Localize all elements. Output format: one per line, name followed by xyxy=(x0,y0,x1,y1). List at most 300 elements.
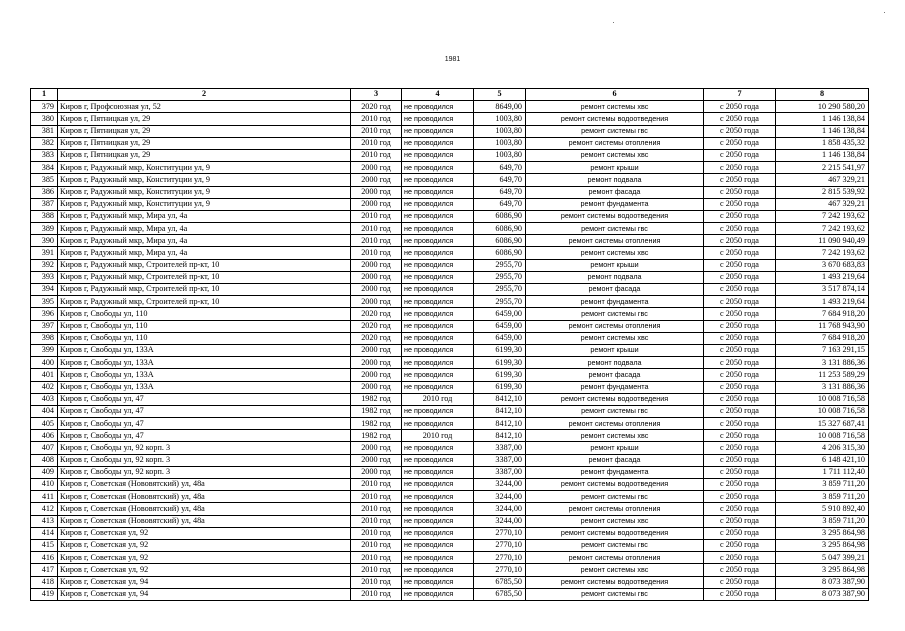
commission-year-cell: 2010 год xyxy=(351,576,402,588)
planned-period-cell: с 2050 года xyxy=(704,308,776,320)
last-repair-cell: не проводился xyxy=(402,515,474,527)
area-cell: 6459,00 xyxy=(474,320,526,332)
last-repair-cell: не проводился xyxy=(402,259,474,271)
commission-year-cell: 2020 год xyxy=(351,320,402,332)
work-type-cell: ремонт системы хвс xyxy=(526,515,704,527)
planned-period-cell: с 2050 года xyxy=(704,223,776,235)
last-repair-cell: не проводился xyxy=(402,564,474,576)
address-cell: Киров г, Радужный мкр, Конституции ул, 9 xyxy=(58,162,351,174)
table-row xyxy=(31,210,869,222)
cost-cell: 3 295 864,98 xyxy=(776,527,869,539)
commission-year-cell: 2000 год xyxy=(351,442,402,454)
table-row xyxy=(31,125,869,137)
cost-cell: 5 910 892,40 xyxy=(776,503,869,515)
area-cell: 6199,30 xyxy=(474,357,526,369)
address-cell: Киров г, Радужный мкр, Мира ул, 4а xyxy=(58,247,351,259)
cost-cell: 3 131 886,36 xyxy=(776,381,869,393)
last-repair-cell: не проводился xyxy=(402,442,474,454)
planned-period-cell: с 2050 года xyxy=(704,125,776,137)
commission-year-cell: 2000 год xyxy=(351,381,402,393)
table-row xyxy=(31,174,869,186)
row-number: 379 xyxy=(31,101,58,113)
planned-period-cell: с 2050 года xyxy=(704,174,776,186)
planned-period-cell: с 2050 года xyxy=(704,186,776,198)
cost-cell: 1 711 112,40 xyxy=(776,466,869,478)
commission-year-cell: 2000 год xyxy=(351,454,402,466)
last-repair-cell: не проводился xyxy=(402,271,474,283)
area-cell: 649,70 xyxy=(474,186,526,198)
work-type-cell: ремонт фундамента xyxy=(526,198,704,210)
commission-year-cell: 2000 год xyxy=(351,357,402,369)
column-header: 2 xyxy=(58,89,351,101)
commission-year-cell: 2020 год xyxy=(351,308,402,320)
commission-year-cell: 2010 год xyxy=(351,235,402,247)
table-row xyxy=(31,430,869,442)
address-cell: Киров г, Советская (Нововятский) ул, 48а xyxy=(58,515,351,527)
commission-year-cell: 1982 год xyxy=(351,393,402,405)
cost-cell: 2 815 539,92 xyxy=(776,186,869,198)
repair-schedule-table xyxy=(30,88,869,601)
commission-year-cell: 2020 год xyxy=(351,101,402,113)
planned-period-cell: с 2050 года xyxy=(704,344,776,356)
row-number: 385 xyxy=(31,174,58,186)
planned-period-cell: с 2050 года xyxy=(704,101,776,113)
area-cell: 3244,00 xyxy=(474,503,526,515)
cost-cell: 7 163 291,15 xyxy=(776,344,869,356)
address-cell: Киров г, Свободы ул, 110 xyxy=(58,332,351,344)
work-type-cell: ремонт системы гвс xyxy=(526,539,704,551)
table-body xyxy=(31,101,869,601)
cost-cell: 2 215 541,97 xyxy=(776,162,869,174)
last-repair-cell: не проводился xyxy=(402,174,474,186)
row-number: 400 xyxy=(31,357,58,369)
area-cell: 6086,90 xyxy=(474,235,526,247)
planned-period-cell: с 2050 года xyxy=(704,552,776,564)
row-number: 391 xyxy=(31,247,58,259)
address-cell: Киров г, Радужный мкр, Строителей пр-кт, 10 xyxy=(58,271,351,283)
address-cell: Киров г, Пятницкая ул, 29 xyxy=(58,149,351,161)
row-number: 386 xyxy=(31,186,58,198)
planned-period-cell: с 2050 года xyxy=(704,198,776,210)
last-repair-cell: не проводился xyxy=(402,576,474,588)
row-number: 405 xyxy=(31,418,58,430)
commission-year-cell: 1982 год xyxy=(351,418,402,430)
address-cell: Киров г, Профсоюзная ул, 52 xyxy=(58,101,351,113)
cost-cell: 10 008 716,58 xyxy=(776,393,869,405)
work-type-cell: ремонт системы отопления xyxy=(526,552,704,564)
last-repair-cell: не проводился xyxy=(402,454,474,466)
cost-cell: 1 493 219,64 xyxy=(776,296,869,308)
commission-year-cell: 1982 год xyxy=(351,430,402,442)
planned-period-cell: с 2050 года xyxy=(704,430,776,442)
commission-year-cell: 2010 год xyxy=(351,552,402,564)
address-cell: Киров г, Радужный мкр, Мира ул, 4а xyxy=(58,235,351,247)
row-number: 418 xyxy=(31,576,58,588)
cost-cell: 15 327 687,41 xyxy=(776,418,869,430)
cost-cell: 3 859 711,20 xyxy=(776,515,869,527)
work-type-cell: ремонт подвала xyxy=(526,174,704,186)
last-repair-cell: не проводился xyxy=(402,308,474,320)
row-number: 409 xyxy=(31,466,58,478)
work-type-cell: ремонт крыши xyxy=(526,442,704,454)
planned-period-cell: с 2050 года xyxy=(704,588,776,600)
column-header: 6 xyxy=(526,89,704,101)
cost-cell: 10 008 716,58 xyxy=(776,405,869,417)
cost-cell: 1 146 138,84 xyxy=(776,113,869,125)
last-repair-cell: не проводился xyxy=(402,113,474,125)
last-repair-cell: не проводился xyxy=(402,125,474,137)
last-repair-cell: не проводился xyxy=(402,418,474,430)
column-header: 3 xyxy=(351,89,402,101)
work-type-cell: ремонт системы хвс xyxy=(526,332,704,344)
cost-cell: 3 517 874,14 xyxy=(776,284,869,296)
row-number: 402 xyxy=(31,381,58,393)
work-type-cell: ремонт системы водоотведения xyxy=(526,527,704,539)
cost-cell: 8 073 387,90 xyxy=(776,576,869,588)
row-number: 403 xyxy=(31,393,58,405)
last-repair-cell: не проводился xyxy=(402,186,474,198)
work-type-cell: ремонт фундамента xyxy=(526,466,704,478)
row-number: 396 xyxy=(31,308,58,320)
address-cell: Киров г, Свободы ул, 110 xyxy=(58,308,351,320)
planned-period-cell: с 2050 года xyxy=(704,381,776,393)
area-cell: 649,70 xyxy=(474,162,526,174)
table-row xyxy=(31,162,869,174)
last-repair-cell: не проводился xyxy=(402,320,474,332)
address-cell: Киров г, Радужный мкр, Конституции ул, 9 xyxy=(58,186,351,198)
area-cell: 3244,00 xyxy=(474,479,526,491)
address-cell: Киров г, Свободы ул, 110 xyxy=(58,320,351,332)
work-type-cell: ремонт фундамента xyxy=(526,296,704,308)
commission-year-cell: 2010 год xyxy=(351,503,402,515)
commission-year-cell: 1982 год xyxy=(351,405,402,417)
work-type-cell: ремонт фасада xyxy=(526,369,704,381)
last-repair-cell: не проводился xyxy=(402,332,474,344)
table-row xyxy=(31,418,869,430)
work-type-cell: ремонт системы гвс xyxy=(526,405,704,417)
commission-year-cell: 2000 год xyxy=(351,186,402,198)
work-type-cell: ремонт фундамента xyxy=(526,381,704,393)
last-repair-cell: не проводился xyxy=(402,491,474,503)
area-cell: 6086,90 xyxy=(474,247,526,259)
commission-year-cell: 2010 год xyxy=(351,479,402,491)
area-cell: 6086,90 xyxy=(474,210,526,222)
address-cell: Киров г, Свободы ул, 47 xyxy=(58,393,351,405)
commission-year-cell: 2010 год xyxy=(351,515,402,527)
area-cell: 3387,00 xyxy=(474,454,526,466)
table-row xyxy=(31,198,869,210)
row-number: 414 xyxy=(31,527,58,539)
table-row xyxy=(31,308,869,320)
cost-cell: 7 684 918,20 xyxy=(776,332,869,344)
area-cell: 1003,80 xyxy=(474,113,526,125)
commission-year-cell: 2010 год xyxy=(351,539,402,551)
cost-cell: 10 290 580,20 xyxy=(776,101,869,113)
area-cell: 6459,00 xyxy=(474,332,526,344)
table-row xyxy=(31,381,869,393)
commission-year-cell: 2000 год xyxy=(351,174,402,186)
area-cell: 8649,00 xyxy=(474,101,526,113)
area-cell: 8412,10 xyxy=(474,405,526,417)
area-cell: 6785,50 xyxy=(474,588,526,600)
address-cell: Киров г, Свободы ул, 92 корп. 3 xyxy=(58,442,351,454)
last-repair-cell: 2010 год xyxy=(402,430,474,442)
cost-cell: 4 206 315,30 xyxy=(776,442,869,454)
work-type-cell: ремонт системы отопления xyxy=(526,320,704,332)
planned-period-cell: с 2050 года xyxy=(704,137,776,149)
address-cell: Киров г, Советская (Нововятский) ул, 48а xyxy=(58,479,351,491)
work-type-cell: ремонт фасада xyxy=(526,186,704,198)
address-cell: Киров г, Советская ул, 94 xyxy=(58,588,351,600)
row-number: 399 xyxy=(31,344,58,356)
planned-period-cell: с 2050 года xyxy=(704,271,776,283)
last-repair-cell: не проводился xyxy=(402,210,474,222)
last-repair-cell: не проводился xyxy=(402,381,474,393)
commission-year-cell: 2010 год xyxy=(351,125,402,137)
address-cell: Киров г, Советская ул, 92 xyxy=(58,552,351,564)
planned-period-cell: с 2050 года xyxy=(704,503,776,515)
row-number: 394 xyxy=(31,284,58,296)
area-cell: 1003,80 xyxy=(474,149,526,161)
last-repair-cell: не проводился xyxy=(402,223,474,235)
last-repair-cell: не проводился xyxy=(402,369,474,381)
table-row xyxy=(31,539,869,551)
cost-cell: 7 242 193,62 xyxy=(776,210,869,222)
row-number: 390 xyxy=(31,235,58,247)
address-cell: Киров г, Свободы ул, 133А xyxy=(58,344,351,356)
address-cell: Киров г, Советская ул, 94 xyxy=(58,576,351,588)
last-repair-cell: не проводился xyxy=(402,466,474,478)
last-repair-cell: не проводился xyxy=(402,284,474,296)
last-repair-cell: не проводился xyxy=(402,527,474,539)
row-number: 413 xyxy=(31,515,58,527)
address-cell: Киров г, Пятницкая ул, 29 xyxy=(58,137,351,149)
planned-period-cell: с 2050 года xyxy=(704,491,776,503)
row-number: 381 xyxy=(31,125,58,137)
work-type-cell: ремонт системы хвс xyxy=(526,564,704,576)
cost-cell: 11 253 589,29 xyxy=(776,369,869,381)
work-type-cell: ремонт крыши xyxy=(526,162,704,174)
table-row xyxy=(31,576,869,588)
column-header: 4 xyxy=(402,89,474,101)
commission-year-cell: 2000 год xyxy=(351,369,402,381)
column-header: 7 xyxy=(704,89,776,101)
cost-cell: 1 146 138,84 xyxy=(776,149,869,161)
row-number: 389 xyxy=(31,223,58,235)
table-row xyxy=(31,491,869,503)
cost-cell: 10 008 716,58 xyxy=(776,430,869,442)
work-type-cell: ремонт системы водоотведения xyxy=(526,393,704,405)
cost-cell: 3 859 711,20 xyxy=(776,479,869,491)
last-repair-cell: не проводился xyxy=(402,235,474,247)
cost-cell: 1 493 219,64 xyxy=(776,271,869,283)
table-row xyxy=(31,369,869,381)
address-cell: Киров г, Советская (Нововятский) ул, 48а xyxy=(58,503,351,515)
planned-period-cell: с 2050 года xyxy=(704,454,776,466)
work-type-cell: ремонт подвала xyxy=(526,357,704,369)
table-row xyxy=(31,344,869,356)
address-cell: Киров г, Радужный мкр, Конституции ул, 9 xyxy=(58,198,351,210)
area-cell: 2955,70 xyxy=(474,271,526,283)
row-number: 384 xyxy=(31,162,58,174)
last-repair-cell: не проводился xyxy=(402,344,474,356)
commission-year-cell: 2010 год xyxy=(351,113,402,125)
row-number: 404 xyxy=(31,405,58,417)
last-repair-cell: не проводился xyxy=(402,149,474,161)
cost-cell: 467 329,21 xyxy=(776,198,869,210)
row-number: 406 xyxy=(31,430,58,442)
row-number: 417 xyxy=(31,564,58,576)
work-type-cell: ремонт фасада xyxy=(526,284,704,296)
last-repair-cell: не проводился xyxy=(402,296,474,308)
table-row xyxy=(31,454,869,466)
row-number: 415 xyxy=(31,539,58,551)
cost-cell: 11 090 940,49 xyxy=(776,235,869,247)
address-cell: Киров г, Свободы ул, 47 xyxy=(58,430,351,442)
page-number: 1981 xyxy=(444,56,461,63)
planned-period-cell: с 2050 года xyxy=(704,235,776,247)
table-row xyxy=(31,527,869,539)
last-repair-cell: не проводился xyxy=(402,588,474,600)
table-row xyxy=(31,101,869,113)
row-number: 408 xyxy=(31,454,58,466)
address-cell: Киров г, Пятницкая ул, 29 xyxy=(58,113,351,125)
last-repair-cell: не проводился xyxy=(402,198,474,210)
area-cell: 3244,00 xyxy=(474,515,526,527)
commission-year-cell: 2010 год xyxy=(351,588,402,600)
address-cell: Киров г, Советская ул, 92 xyxy=(58,564,351,576)
row-number: 395 xyxy=(31,296,58,308)
last-repair-cell: не проводился xyxy=(402,479,474,491)
row-number: 412 xyxy=(31,503,58,515)
work-type-cell: ремонт системы водоотведения xyxy=(526,479,704,491)
work-type-cell: ремонт системы гвс xyxy=(526,125,704,137)
address-cell: Киров г, Радужный мкр, Мира ул, 4а xyxy=(58,223,351,235)
area-cell: 6199,30 xyxy=(474,344,526,356)
row-number: 419 xyxy=(31,588,58,600)
table-row xyxy=(31,137,869,149)
commission-year-cell: 2000 год xyxy=(351,259,402,271)
planned-period-cell: с 2050 года xyxy=(704,405,776,417)
planned-period-cell: с 2050 года xyxy=(704,113,776,125)
planned-period-cell: с 2050 года xyxy=(704,259,776,271)
row-number: 398 xyxy=(31,332,58,344)
area-cell: 3244,00 xyxy=(474,491,526,503)
row-number: 416 xyxy=(31,552,58,564)
commission-year-cell: 2000 год xyxy=(351,284,402,296)
cost-cell: 1 146 138,84 xyxy=(776,125,869,137)
commission-year-cell: 2010 год xyxy=(351,223,402,235)
table-row xyxy=(31,259,869,271)
commission-year-cell: 2010 год xyxy=(351,491,402,503)
cost-cell: 3 670 683,83 xyxy=(776,259,869,271)
area-cell: 6785,50 xyxy=(474,576,526,588)
address-cell: Киров г, Радужный мкр, Строителей пр-кт, 10 xyxy=(58,284,351,296)
table-row xyxy=(31,223,869,235)
cost-cell: 7 242 193,62 xyxy=(776,247,869,259)
area-cell: 3387,00 xyxy=(474,466,526,478)
work-type-cell: ремонт системы водоотведения xyxy=(526,210,704,222)
last-repair-cell: не проводился xyxy=(402,503,474,515)
table-row xyxy=(31,552,869,564)
area-cell: 1003,80 xyxy=(474,125,526,137)
planned-period-cell: с 2050 года xyxy=(704,162,776,174)
table-row xyxy=(31,564,869,576)
address-cell: Киров г, Свободы ул, 92 корп. 3 xyxy=(58,466,351,478)
planned-period-cell: с 2050 года xyxy=(704,539,776,551)
area-cell: 6459,00 xyxy=(474,308,526,320)
cost-cell: 5 047 399,21 xyxy=(776,552,869,564)
cost-cell: 3 131 886,36 xyxy=(776,357,869,369)
area-cell: 649,70 xyxy=(474,198,526,210)
address-cell: Киров г, Свободы ул, 47 xyxy=(58,418,351,430)
work-type-cell: ремонт системы отопления xyxy=(526,503,704,515)
table-row xyxy=(31,442,869,454)
table-row xyxy=(31,113,869,125)
planned-period-cell: с 2050 года xyxy=(704,247,776,259)
cost-cell: 7 684 918,20 xyxy=(776,308,869,320)
commission-year-cell: 2010 год xyxy=(351,564,402,576)
planned-period-cell: с 2050 года xyxy=(704,284,776,296)
planned-period-cell: с 2050 года xyxy=(704,418,776,430)
area-cell: 6199,30 xyxy=(474,369,526,381)
commission-year-cell: 2000 год xyxy=(351,344,402,356)
cost-cell: 1 858 435,32 xyxy=(776,137,869,149)
last-repair-cell: не проводился xyxy=(402,247,474,259)
table-row xyxy=(31,186,869,198)
planned-period-cell: с 2050 года xyxy=(704,320,776,332)
cost-cell: 11 768 943,90 xyxy=(776,320,869,332)
scan-speck xyxy=(884,12,885,13)
table-row xyxy=(31,515,869,527)
area-cell: 2770,10 xyxy=(474,527,526,539)
address-cell: Киров г, Радужный мкр, Строителей пр-кт, 10 xyxy=(58,296,351,308)
table-row xyxy=(31,466,869,478)
area-cell: 2955,70 xyxy=(474,259,526,271)
address-cell: Киров г, Радужный мкр, Строителей пр-кт, 10 xyxy=(58,259,351,271)
area-cell: 2770,10 xyxy=(474,539,526,551)
last-repair-cell: не проводился xyxy=(402,137,474,149)
work-type-cell: ремонт системы водоотведения xyxy=(526,113,704,125)
commission-year-cell: 2010 год xyxy=(351,527,402,539)
table-row xyxy=(31,149,869,161)
cost-cell: 6 148 421,10 xyxy=(776,454,869,466)
planned-period-cell: с 2050 года xyxy=(704,515,776,527)
work-type-cell: ремонт системы хвс xyxy=(526,149,704,161)
area-cell: 8412,10 xyxy=(474,418,526,430)
work-type-cell: ремонт системы хвс xyxy=(526,101,704,113)
planned-period-cell: с 2050 года xyxy=(704,442,776,454)
address-cell: Киров г, Свободы ул, 133А xyxy=(58,381,351,393)
planned-period-cell: с 2050 года xyxy=(704,149,776,161)
work-type-cell: ремонт фасада xyxy=(526,454,704,466)
work-type-cell: ремонт системы хвс xyxy=(526,247,704,259)
area-cell: 8412,10 xyxy=(474,430,526,442)
commission-year-cell: 2010 год xyxy=(351,210,402,222)
column-header: 5 xyxy=(474,89,526,101)
table-row xyxy=(31,588,869,600)
planned-period-cell: с 2050 года xyxy=(704,332,776,344)
area-cell: 649,70 xyxy=(474,174,526,186)
last-repair-cell: не проводился xyxy=(402,552,474,564)
area-cell: 1003,80 xyxy=(474,137,526,149)
planned-period-cell: с 2050 года xyxy=(704,576,776,588)
area-cell: 8412,10 xyxy=(474,393,526,405)
row-number: 410 xyxy=(31,479,58,491)
row-number: 401 xyxy=(31,369,58,381)
work-type-cell: ремонт системы отопления xyxy=(526,137,704,149)
address-cell: Киров г, Радужный мкр, Мира ул, 4а xyxy=(58,210,351,222)
